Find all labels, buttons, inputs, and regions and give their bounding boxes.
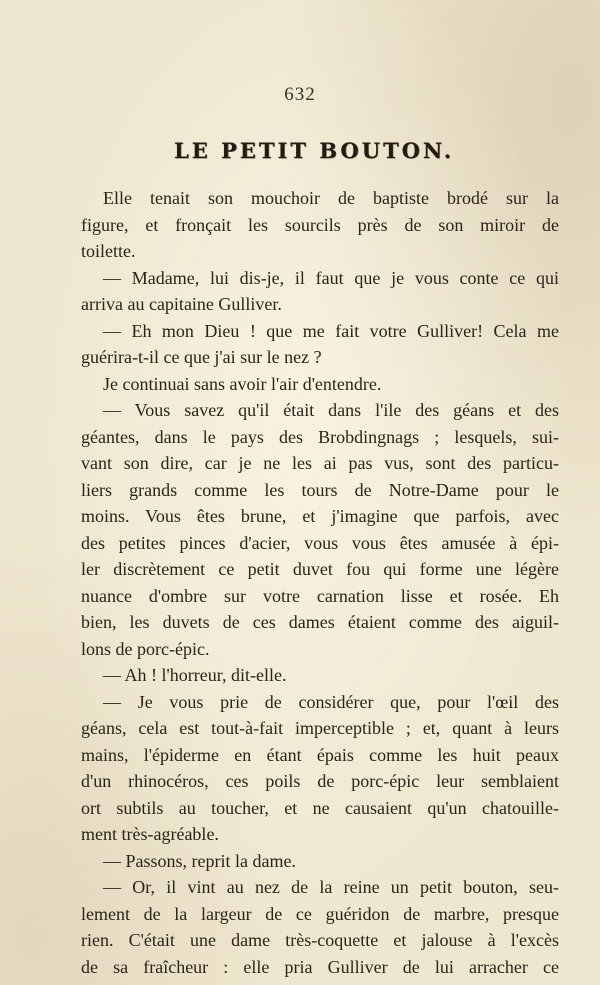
text-line: nuance d'ombre sur votre carnation lisse et rosée. Eh bbox=[81, 585, 559, 606]
text-line: figure, et fronçait les sourcils près de son miroir de bbox=[81, 214, 559, 235]
text-line: guérira-t-il ce que j'ai sur le nez ? bbox=[81, 347, 322, 367]
text-line: mains, l'épiderme en étant épais comme les huit peaux bbox=[81, 744, 559, 765]
text-line: ment très-agréable. bbox=[81, 824, 219, 844]
text-line: — Passons, reprit la dame. bbox=[103, 850, 296, 871]
text-line: moins. Vous êtes brune, et j'imagine que parfois, avec bbox=[81, 506, 559, 526]
text-line: lement de la largeur de ce guéridon de marbre, presque bbox=[81, 903, 559, 924]
text-line: — Je vous prie de considérer que, pour l'œil des bbox=[103, 691, 559, 712]
text-line: vant son dire, car je ne les ai pas vus, sont des particu- bbox=[81, 453, 559, 473]
text-line: de sa fraîcheur : elle pria Gulliver de lui arracher ce bbox=[81, 956, 559, 977]
text-line: bien, les duvets de ces dames étaient comme des aiguil- bbox=[81, 612, 559, 632]
text-line: géans, cela est tout-à-fait imperceptible ; et, quant à leurs bbox=[81, 718, 559, 738]
text-line: — Or, il vint au nez de la reine un petit bouton, seu- bbox=[103, 877, 559, 897]
text-line: rien. C'était une dame très-coquette et jalouse à l'excès bbox=[81, 930, 559, 950]
text-line: liers grands comme les tours de Notre-Dame pour le bbox=[81, 479, 559, 500]
text-line: arriva au capitaine Gulliver. bbox=[81, 294, 282, 314]
text-line: — Madame, lui dis-je, il faut que je vous conte ce qui bbox=[103, 267, 559, 288]
text-line: géantes, dans le pays des Brobdingnags ; lesquels, sui- bbox=[81, 426, 559, 447]
text-line: lons de porc-épic. bbox=[81, 638, 210, 659]
text-line: toilette. bbox=[81, 241, 136, 261]
text-line: Elle tenait son mouchoir de baptiste brodé sur la bbox=[103, 188, 559, 208]
page-number: 632 bbox=[284, 84, 316, 105]
text-line: — Vous savez qu'il était dans l'ile des géans et des bbox=[103, 400, 559, 420]
text-line: — Eh mon Dieu ! que me fait votre Gulliver! Cela me bbox=[103, 320, 559, 341]
text-line: ler discrètement ce petit duvet fou qui forme une légère bbox=[81, 559, 559, 579]
body-text bbox=[81, 185, 559, 980]
chapter-title: LE PETIT BOUTON. bbox=[173, 138, 455, 163]
text-line: des petites pinces d'acier, vous vous êtes amusée à épi- bbox=[81, 532, 559, 553]
text-line: — Ah ! l'horreur, dit-elle. bbox=[103, 665, 287, 685]
text-line: ort subtils au toucher, et ne causaient qu'un chatouille- bbox=[81, 797, 559, 818]
text-line: d'un rhinocéros, ces poils de porc-épic leur semblaient bbox=[81, 771, 559, 791]
text-line: Je continuai sans avoir l'air d'entendre. bbox=[103, 373, 382, 394]
